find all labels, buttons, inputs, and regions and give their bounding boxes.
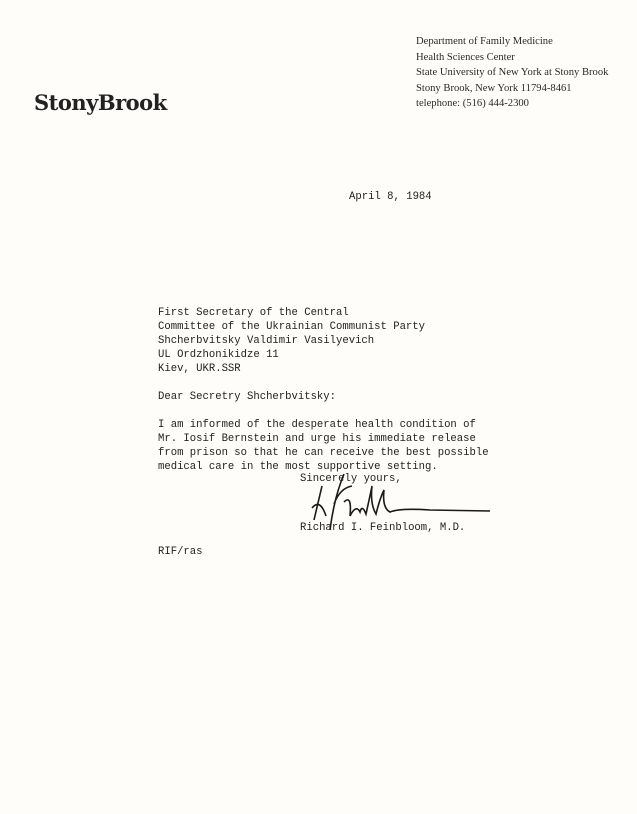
letterhead-line: Stony Brook, New York 11794-8461 (416, 82, 572, 94)
recipient-line: Shcherbvitsky Valdimir Vasilyevich (158, 335, 375, 347)
stony-brook-logo: StonyBrook (34, 90, 167, 115)
letterhead-line: Department of Family Medicine (416, 36, 553, 47)
body-line: medical care in the most supportive setting. (158, 461, 438, 473)
body-line: I am informed of the desperate health condition of (158, 419, 476, 431)
recipient-address (158, 306, 425, 376)
recipient-line: First Secretary of the Central (158, 307, 349, 319)
typist-initials: RIF/ras (158, 546, 203, 558)
letterhead-address (416, 34, 608, 112)
closing: Sincerely yours, (300, 473, 402, 485)
signer-name: Richard I. Feinbloom, M.D. (300, 522, 466, 534)
recipient-line: Committee of the Ukrainian Communist Party (158, 321, 426, 333)
body-line: from prison so that he can receive the best possible (158, 447, 489, 459)
recipient-line: Kiev, UKR.SSR (158, 363, 241, 375)
body-line: Mr. Iosif Bernstein and urge his immediate release (158, 433, 476, 445)
letterhead-line: State University of New York at Stony Brook (416, 67, 609, 78)
letterhead-line: telephone: (516) 444-2300 (416, 98, 529, 109)
letterhead-line: Health Sciences Center (416, 51, 515, 63)
letter-body (158, 418, 489, 474)
letter-date: April 8, 1984 (349, 191, 432, 203)
recipient-line: UL Ordzhonikidze 11 (158, 349, 279, 361)
salutation: Dear Secretry Shcherbvitsky: (158, 391, 337, 403)
